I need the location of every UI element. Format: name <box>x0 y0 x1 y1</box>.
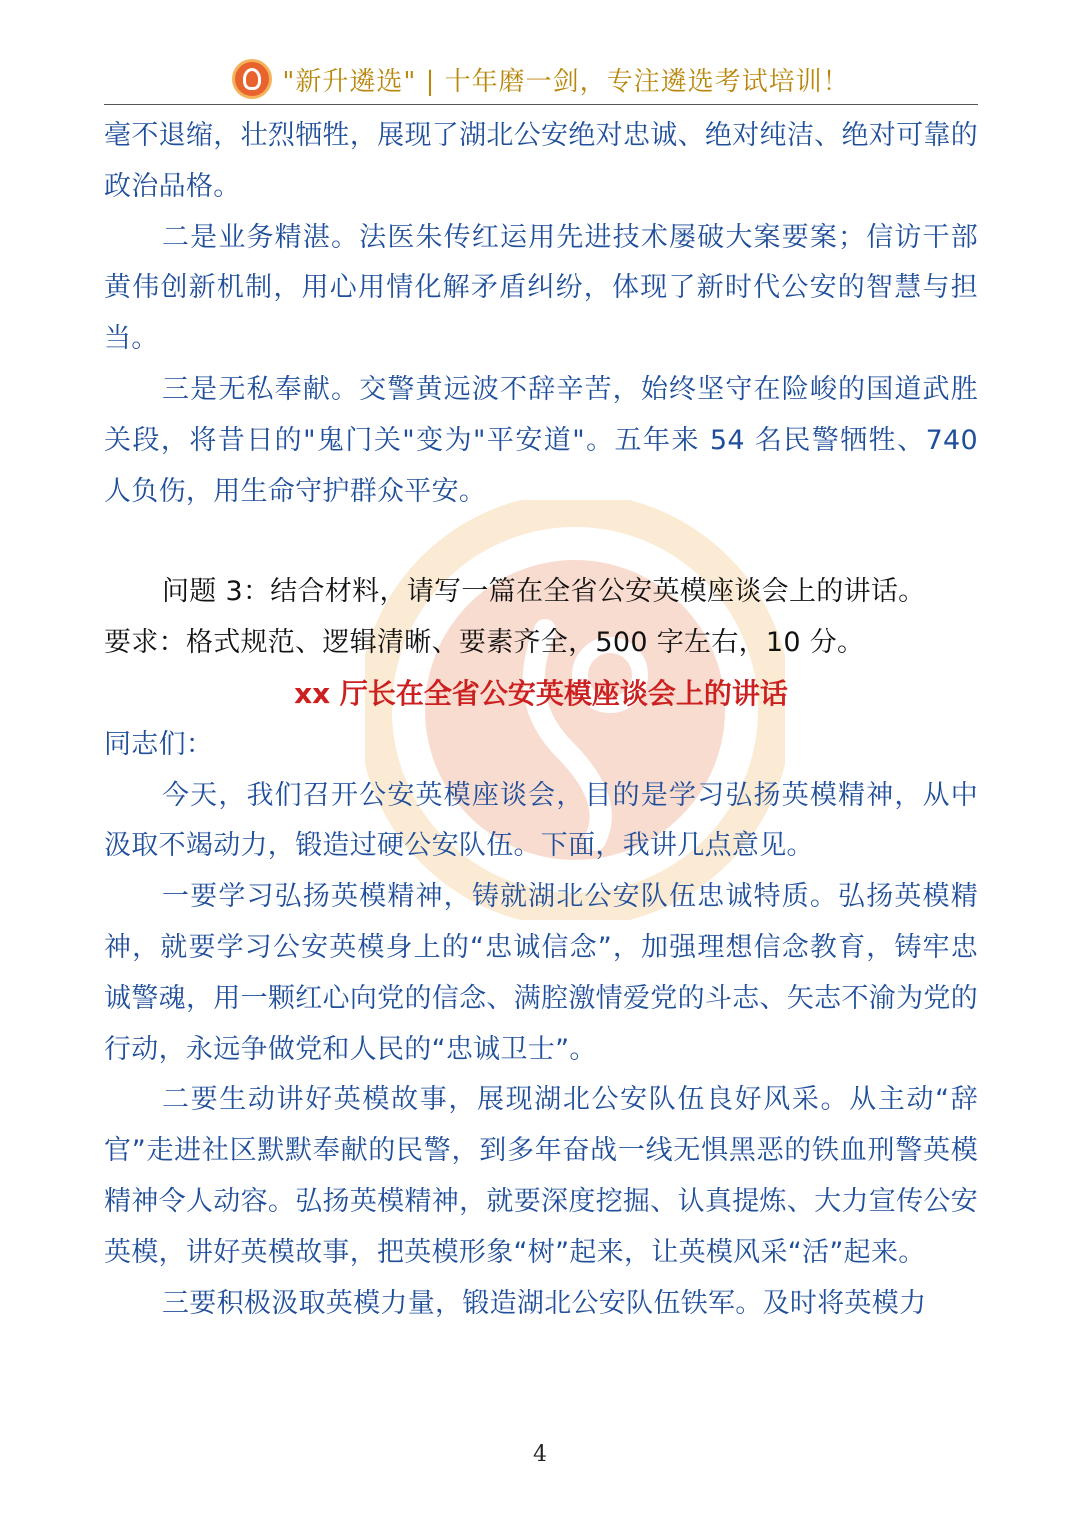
question-requirements: 要求：格式规范、逻辑清晰、要素齐全，500 字左右，10 分。 <box>104 627 865 659</box>
speech-paragraph: 一要学习弘扬英模精神，铸就湖北公安队伍忠诚特质。弘扬英模精神，就要学习公安英模身上的“忠诚信念”，加强理想信念教育，铸牢忠诚警魂，用一颗红心向党的信念、满腔激情爱党的斗志、矢志不渝为党的行动，永远争做党和人民的“忠诚卫士”。 <box>104 881 978 1065</box>
body-paragraph: 毫不退缩，壮烈牺牲，展现了湖北公安绝对忠诚、绝对纯洁、绝对可靠的政治品格。 <box>104 120 978 202</box>
speech-paragraph: 三要积极汲取英模力量，锻造湖北公安队伍铁军。及时将英模力 <box>162 1287 927 1319</box>
speech-salutation: 同志们： <box>104 728 214 760</box>
header-divider <box>104 104 978 105</box>
speech-title: xx 厅长在全省公安英模座谈会上的讲话 <box>294 676 788 710</box>
document-body <box>104 111 978 1329</box>
question-line: 问题 3：结合材料，请写一篇在全省公安英模座谈会上的讲话。 <box>162 576 926 608</box>
body-paragraph: 三是无私奉献。交警黄远波不辞辛苦，始终坚守在险峻的国道武胜关段，将昔日的"鬼门关"变为"平安道"。五年来 54 名民警牺牲、740 人负伤，用生命守护群众平安。 <box>104 373 978 507</box>
page-number: 4 <box>533 1442 547 1467</box>
header-slogan: "新升遴选" | 十年磨一剑，专注遴选考试培训！ <box>282 66 850 97</box>
xinsheng-logo-icon <box>232 59 272 99</box>
speech-paragraph: 今天，我们召开公安英模座谈会，目的是学习弘扬英模精神，从中汲取不竭动力，锻造过硬公安队伍。下面，我讲几点意见。 <box>104 779 978 862</box>
spacer <box>104 517 978 567</box>
speech-paragraph: 二要生动讲好英模故事，展现湖北公安队伍良好风采。从主动“辞官”走进社区默默奉献的民警，到多年奋战一线无惧黑恶的铁血刑警英模精神令人动容。弘扬英模精神，就要深度挖掘、认真提炼、大力宣传公安英模，讲好英模故事，把英模形象“树”起来，让英模风采“活”起来。 <box>104 1084 978 1268</box>
body-paragraph: 二是业务精湛。法医朱传红运用先进技术屡破大案要案；信访干部黄伟创新机制，用心用情化解矛盾纠纷，体现了新时代公安的智慧与担当。 <box>104 221 978 355</box>
page-header <box>104 55 978 103</box>
